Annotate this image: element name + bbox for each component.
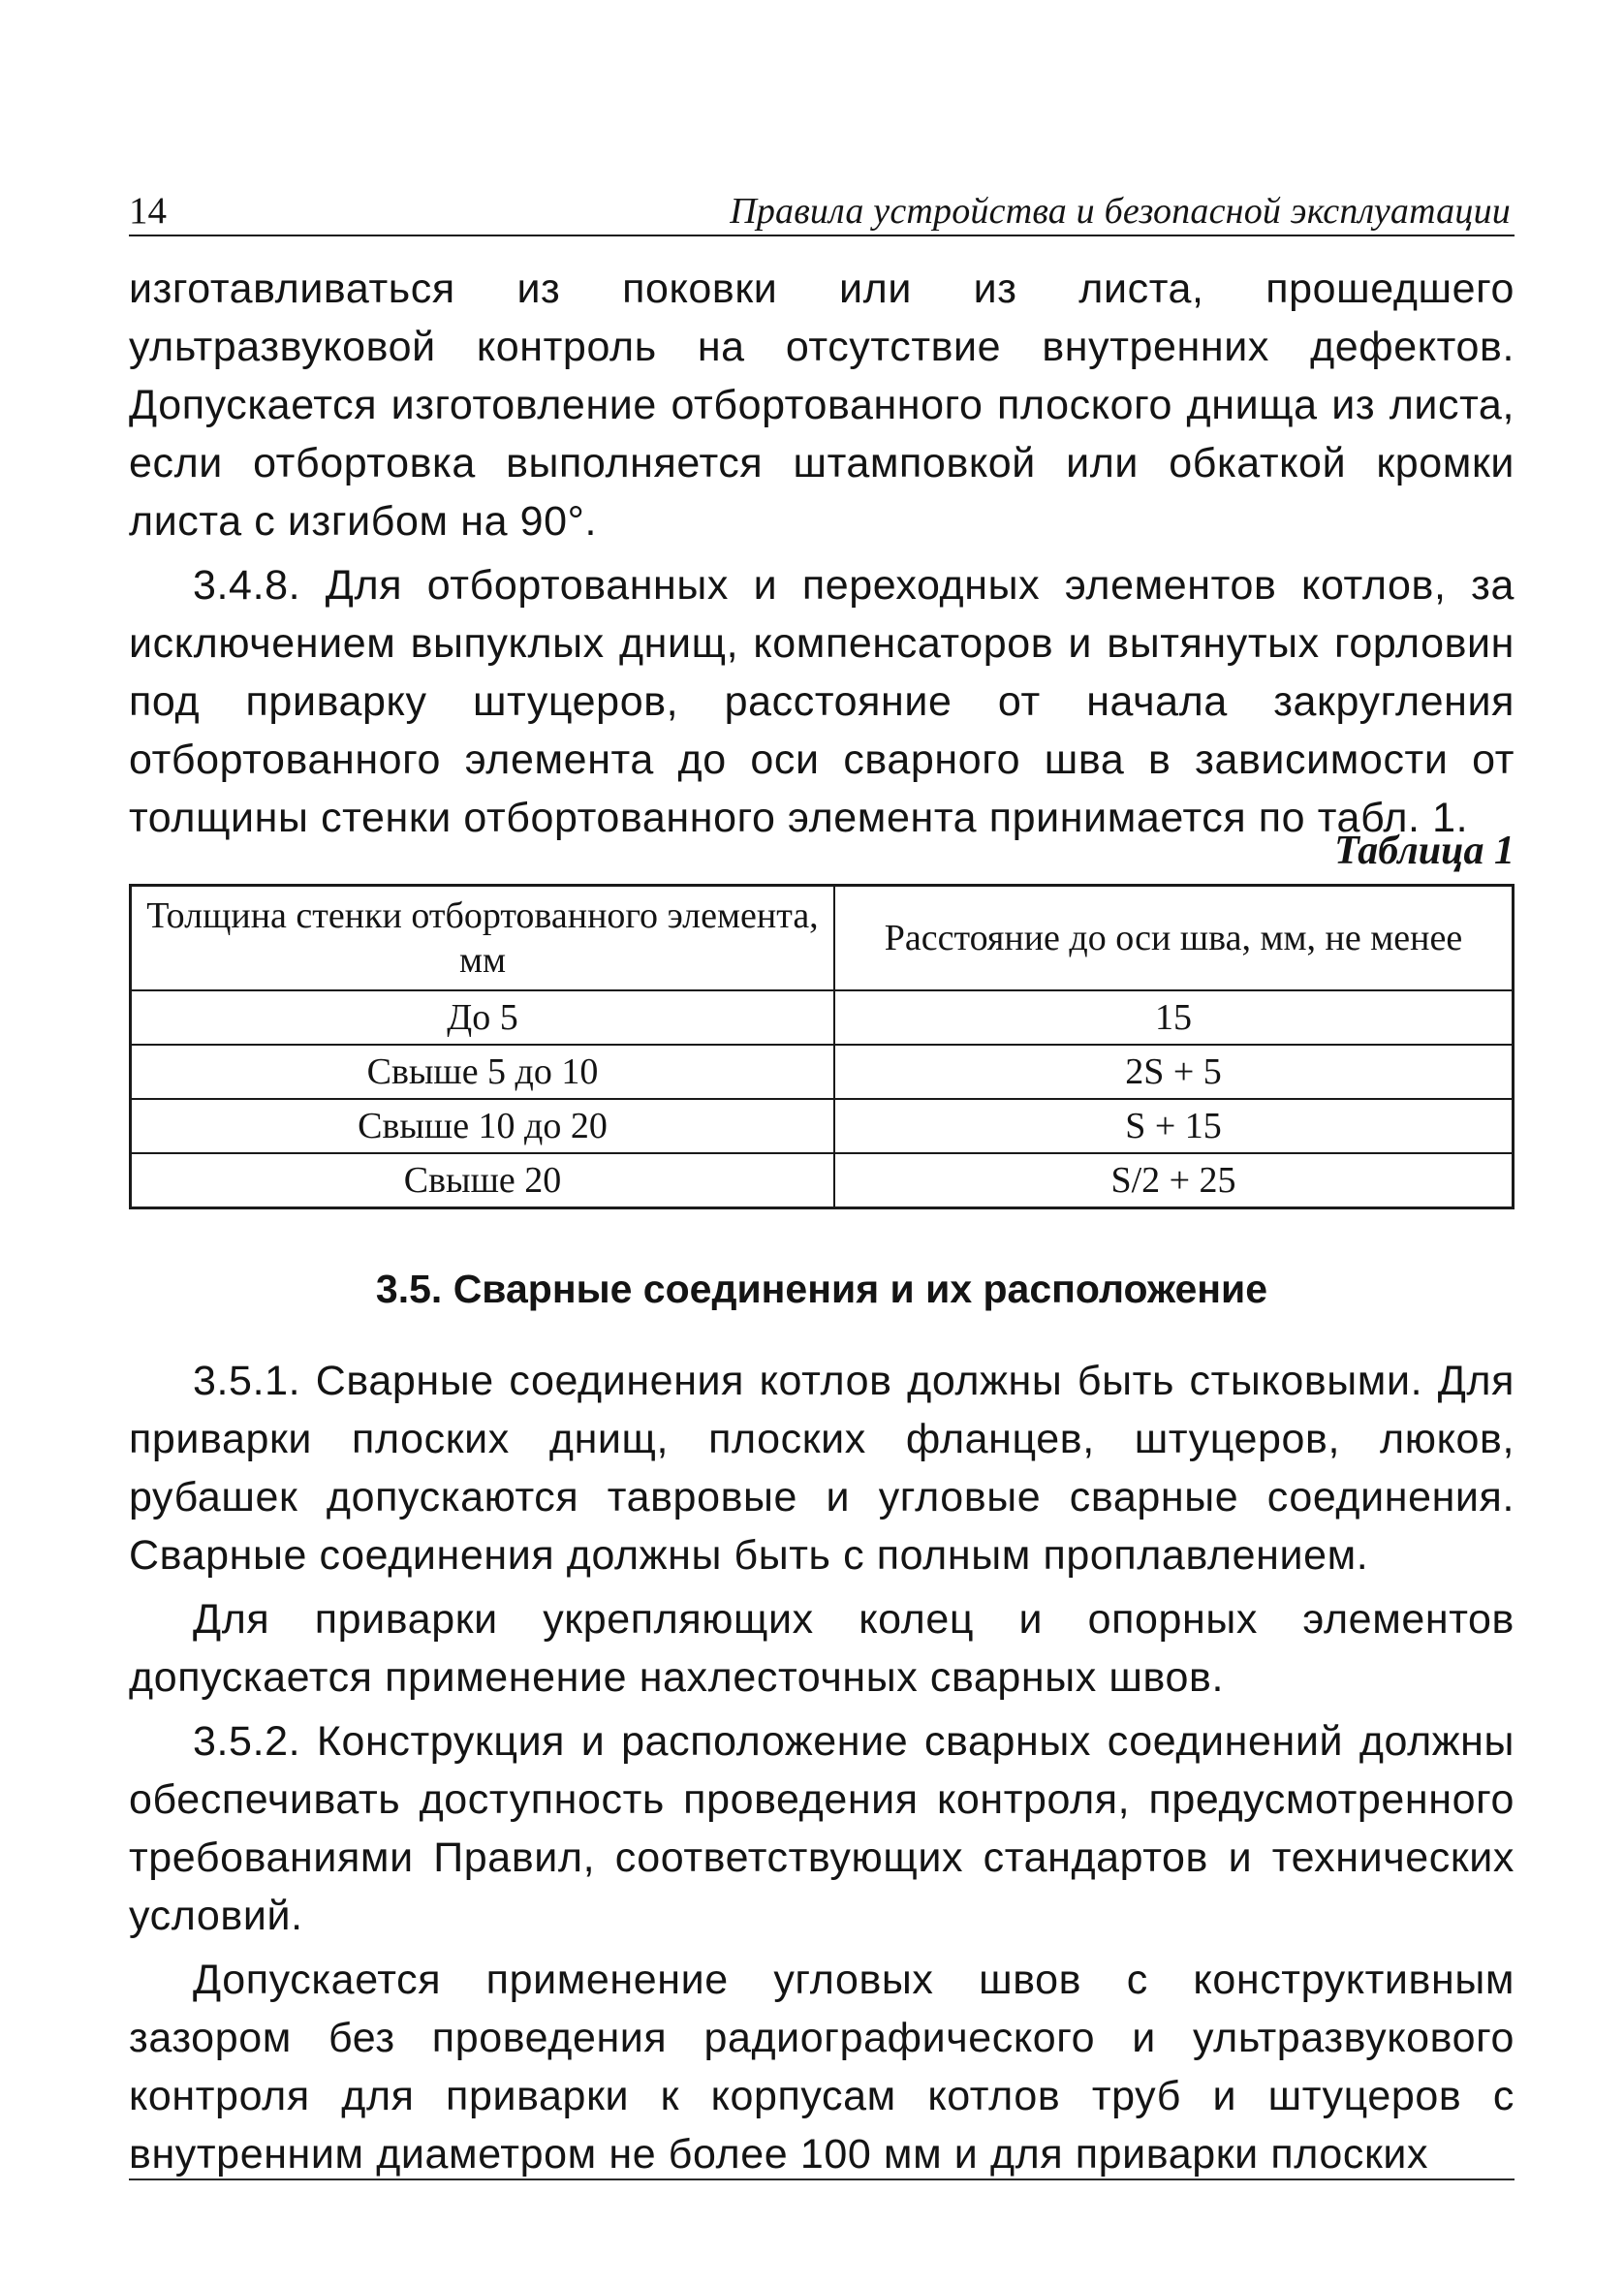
page-number: 14 — [129, 190, 167, 232]
table-cell-distance: S + 15 — [834, 1099, 1514, 1153]
section-text-block — [129, 1352, 1515, 2183]
table-header-thickness: Толщина стенки отбортованного элемента, мм — [131, 886, 835, 991]
running-header — [129, 188, 1515, 236]
table-cell-distance: 2S + 5 — [834, 1045, 1514, 1099]
document-page — [129, 0, 1515, 2288]
table-row — [131, 990, 1514, 1045]
paragraph-continuation: изготавливаться из поковки или из листа, прошедшего ультразвуковой контроль на отсутствие внутренних дефектов. Допускается изготовление отбортованного плоского днища из листа, если отбортовка выполняется штамповкой или обкаткой кромки листа с изгибом на 90°. — [129, 266, 1515, 545]
paragraph-fillet-welds: Допускается применение угловых швов с конструктивным зазором без проведения радиографического и ультразвукового контроля для приварки к корпусам котлов труб и штуцеров с внутренним диаметром не более 100 мм и для приварки плоских — [129, 1957, 1515, 2178]
table-cell-thickness: До 5 — [131, 990, 835, 1045]
table-cell-distance: S/2 + 25 — [834, 1153, 1514, 1208]
paragraph-lap-welds: Для приварки укрепляющих колец и опорных элементов допускается применение нахлесточных сварных швов. — [129, 1596, 1515, 1701]
table-row — [131, 1099, 1514, 1153]
running-title: Правила устройства и безопасной эксплуатации — [730, 191, 1511, 232]
top-text-block — [129, 260, 1515, 847]
distance-table — [129, 884, 1515, 1209]
table-cell-thickness: Свыше 10 до 20 — [131, 1099, 835, 1153]
paragraph-3-5-1: 3.5.1. Сварные соединения котлов должны быть стыковыми. Для приварки плоских днищ, плоских фланцев, штуцеров, люков, рубашек допускаются тавровые и угловые сварные соединения. Сварные соединения должны быть с полным проплавлением. — [129, 1358, 1515, 1579]
table-cell-distance: 15 — [834, 990, 1514, 1045]
table-cell-thickness: Свыше 5 до 10 — [131, 1045, 835, 1099]
footer-rule — [129, 2178, 1515, 2180]
table-header-distance: Расстояние до оси шва, мм, не менее — [834, 886, 1514, 991]
table-header-row — [131, 886, 1514, 991]
paragraph-3-5-2: 3.5.2. Конструкция и расположение сварных соединений должны обеспечивать доступность проведения контроля, предусмотренного требованиями Правил, соответствующих стандартов и технических условий. — [129, 1718, 1515, 1939]
table-row — [131, 1045, 1514, 1099]
table-row — [131, 1153, 1514, 1208]
table-caption: Таблица 1 — [1334, 829, 1515, 873]
table-cell-thickness: Свыше 20 — [131, 1153, 835, 1208]
paragraph-3-4-8: 3.4.8. Для отбортованных и переходных элементов котлов, за исключением выпуклых днищ, компенсаторов и вытянутых горловин под приварку штуцеров, расстояние от начала закругления отбортованного элемента до оси сварного шва в зависимости от толщины стенки отбортованного элемента принимается по табл. 1. — [129, 562, 1515, 841]
section-heading: 3.5. Сварные соединения и их расположение — [375, 1267, 1268, 1311]
